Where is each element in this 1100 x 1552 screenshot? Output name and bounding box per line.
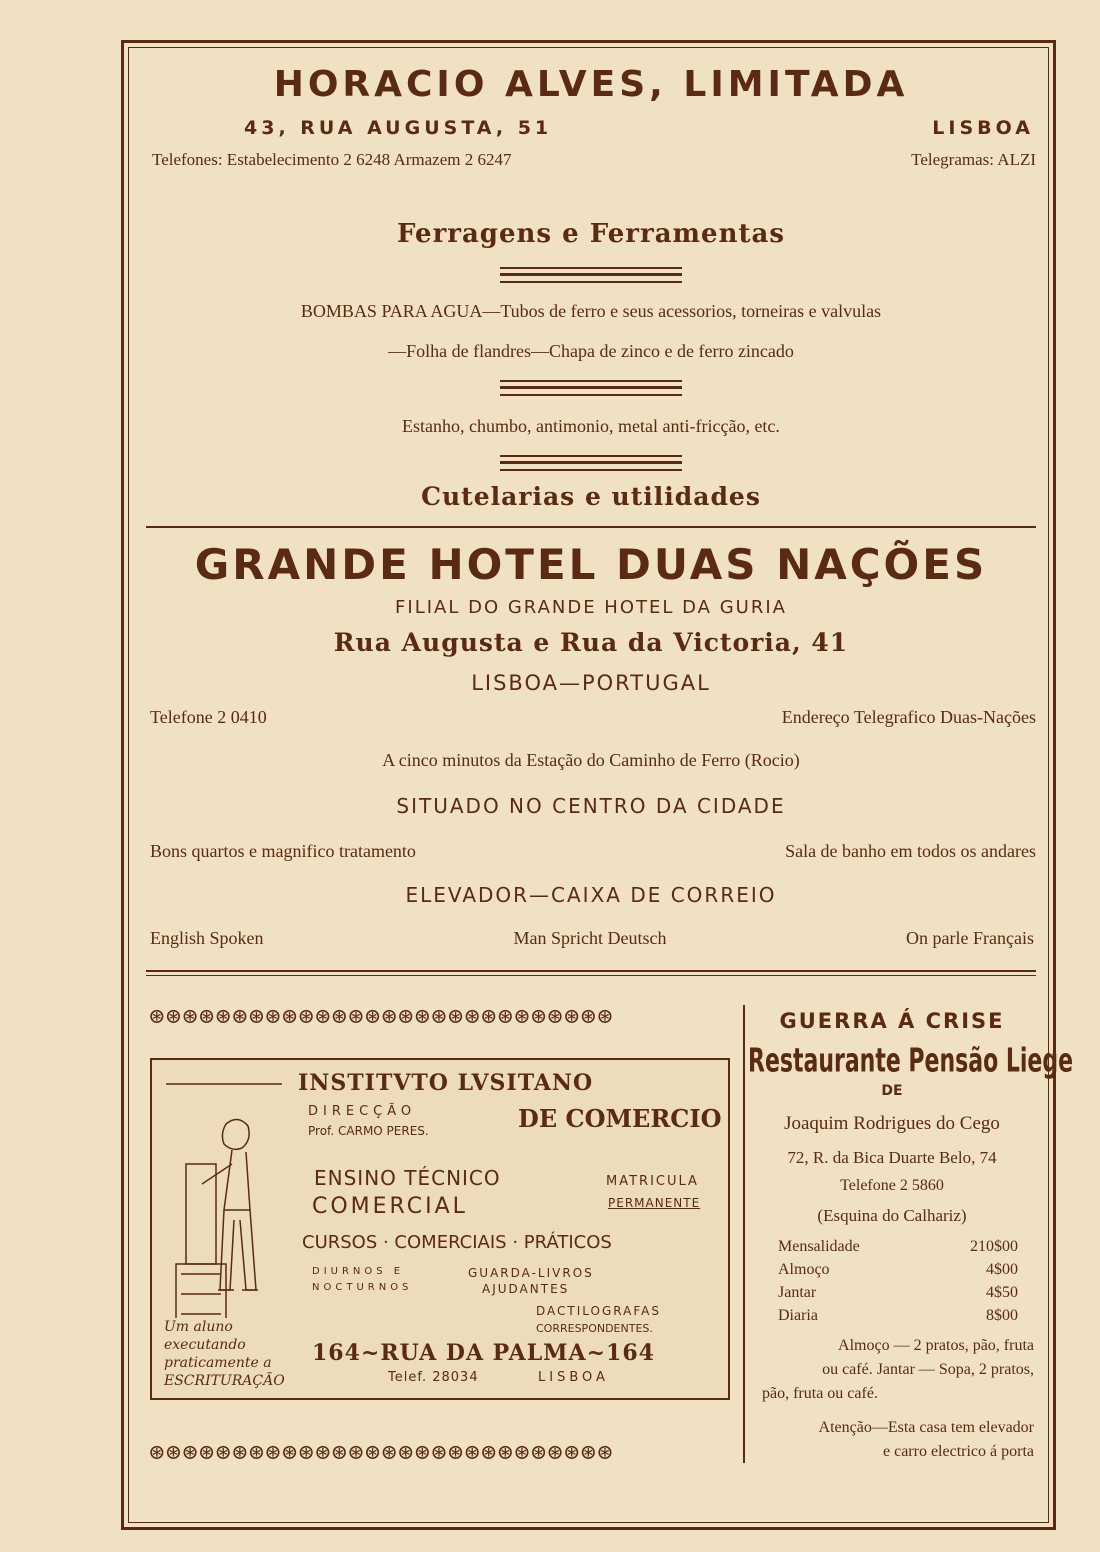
caption-text: Um aluno executando praticamente a ESCRITURAÇÃO xyxy=(164,1319,285,1389)
instituto-de-comercio: DE COMERCIO xyxy=(518,1104,722,1133)
alves-address: 43, RUA AUGUSTA, 51 xyxy=(244,117,553,139)
instituto-correspondentes: CORRESPONDENTES. xyxy=(536,1322,653,1335)
alves-line-estanho: Estanho, chumbo, antimonio, metal anti-fricção, etc. xyxy=(402,416,780,436)
divider xyxy=(500,380,682,396)
hotel-situated: SITUADO NO CENTRO DA CIDADE xyxy=(396,794,786,818)
instituto-ensino: ENSINO TÉCNICO xyxy=(314,1166,501,1190)
liege-meals-2: ou café. Jantar — Sopa, 2 pratos, xyxy=(822,1361,1034,1378)
instituto-matricula: MATRICULA xyxy=(606,1174,699,1189)
instituto-guarda: GUARDA-LIVROS xyxy=(468,1266,594,1280)
hotel-french: On parle Français xyxy=(906,928,1034,948)
price-row xyxy=(778,1284,1018,1307)
section-rule xyxy=(146,975,1036,976)
instituto-dactilo: DACTILOGRAFAS xyxy=(536,1304,661,1318)
liege-de: DE xyxy=(881,1083,903,1099)
instituto-prof: Prof. CARMO PERES. xyxy=(308,1124,429,1138)
instituto-caption xyxy=(164,1318,284,1390)
hotel-distance: A cinco minutos da Estação do Caminho de Ferro (Rocio) xyxy=(382,750,800,770)
hotel-english: English Spoken xyxy=(150,928,264,948)
instituto-permanente: PERMANENTE xyxy=(608,1196,701,1210)
instituto-phone: Telef. 28034 xyxy=(388,1370,479,1385)
alves-line-bombas: BOMBAS PARA AGUA—Tubos de ferro e seus acessorios, torneiras e valvulas xyxy=(300,301,882,321)
hotel-services: ELEVADOR—CAIXA DE CORREIO xyxy=(405,883,777,907)
liege-price-list xyxy=(778,1238,1018,1330)
divider xyxy=(500,267,682,283)
instituto-city: LISBOA xyxy=(538,1370,609,1385)
price-label: Jantar xyxy=(778,1284,817,1301)
price-value: 8$00 xyxy=(986,1307,1018,1324)
price-row xyxy=(778,1238,1018,1261)
liege-meals-1: Almoço — 2 pratos, pão, fruta xyxy=(838,1337,1034,1354)
price-label: Diaria xyxy=(778,1307,818,1324)
instituto-nocturnos: NOCTURNOS xyxy=(312,1282,413,1293)
price-label: Almoço xyxy=(778,1261,830,1278)
hotel-city: LISBOA—PORTUGAL xyxy=(471,671,711,695)
liege-owner: Joaquim Rodrigues do Cego xyxy=(784,1113,1000,1134)
hotel-german: Man Spricht Deutsch xyxy=(513,928,667,948)
liege-meals-3: pão, fruta ou café. xyxy=(762,1385,878,1402)
liege-name: Restaurante Pensão Liege xyxy=(748,1043,1074,1081)
price-row xyxy=(778,1261,1018,1284)
liege-address: 72, R. da Bica Duarte Belo, 74 xyxy=(787,1148,997,1167)
alves-line-folha: —Folha de flandres—Chapa de zinco e de ferro zincado xyxy=(388,341,794,361)
instituto-comercial: COMERCIAL xyxy=(312,1194,468,1219)
hotel-street: Rua Augusta e Rua da Victoria, 41 xyxy=(333,628,849,657)
instituto-ajudantes: AJUDANTES xyxy=(482,1282,570,1296)
divider xyxy=(500,455,682,471)
price-label: Mensalidade xyxy=(778,1238,860,1255)
instituto-diurnos: DIURNOS E xyxy=(312,1266,405,1277)
hotel-title: GRANDE HOTEL DUAS NAÇÕES xyxy=(194,540,988,589)
liege-slogan: GUERRA Á CRISE xyxy=(779,1009,1005,1033)
price-value: 4$00 xyxy=(986,1261,1018,1278)
alves-telegrams: Telegramas: ALZI xyxy=(911,150,1036,169)
liege-note-1: Atenção—Esta casa tem elevador xyxy=(818,1419,1034,1436)
instituto-address: 164~RUA DA PALMA~164 xyxy=(312,1340,655,1366)
ornament-border-top: ⊛⊛⊛⊛⊛⊛⊛⊛⊛⊛⊛⊛⊛⊛⊛⊛⊛⊛⊛⊛⊛⊛⊛⊛⊛⊛⊛⊛ xyxy=(148,1004,613,1028)
alves-title: HORACIO ALVES, LIMITADA xyxy=(273,64,909,105)
instituto-name: INSTITVTO LVSITANO xyxy=(298,1070,594,1096)
alves-heading-cutelarias: Cutelarias e utilidades xyxy=(421,482,761,511)
alves-phones: Telefones: Estabelecimento 2 6248 Armazem 2 6247 xyxy=(152,150,512,169)
hotel-baths: Sala de banho em todos os andares xyxy=(785,841,1036,861)
section-rule xyxy=(146,970,1036,972)
instituto-cursos: CURSOS · COMERCIAIS · PRÁTICOS xyxy=(302,1232,612,1253)
column-divider xyxy=(743,1005,745,1463)
price-value: 210$00 xyxy=(970,1238,1018,1255)
hotel-branch: FILIAL DO GRANDE HOTEL DA GURIA xyxy=(395,597,787,618)
instituto-ad xyxy=(150,1058,730,1400)
hotel-telegraph: Endereço Telegrafico Duas-Nações xyxy=(781,707,1036,727)
alves-city: LISBOA xyxy=(932,117,1034,139)
alves-heading-ferragens: Ferragens e Ferramentas xyxy=(396,219,785,249)
price-value: 4$50 xyxy=(986,1284,1018,1301)
section-rule xyxy=(146,526,1036,528)
liege-note-2: e carro electrico á porta xyxy=(882,1443,1034,1460)
hotel-rooms: Bons quartos e magnifico tratamento xyxy=(150,841,416,861)
liege-phone: Telefone 2 5860 xyxy=(840,1177,944,1194)
price-row xyxy=(778,1307,1018,1330)
ornament-border-bottom: ⊛⊛⊛⊛⊛⊛⊛⊛⊛⊛⊛⊛⊛⊛⊛⊛⊛⊛⊛⊛⊛⊛⊛⊛⊛⊛⊛⊛ xyxy=(148,1440,613,1464)
hotel-phone: Telefone 2 0410 xyxy=(150,707,267,727)
liege-corner: (Esquina do Calhariz) xyxy=(817,1206,967,1225)
instituto-direccao: DIRECÇÃO xyxy=(308,1104,417,1119)
